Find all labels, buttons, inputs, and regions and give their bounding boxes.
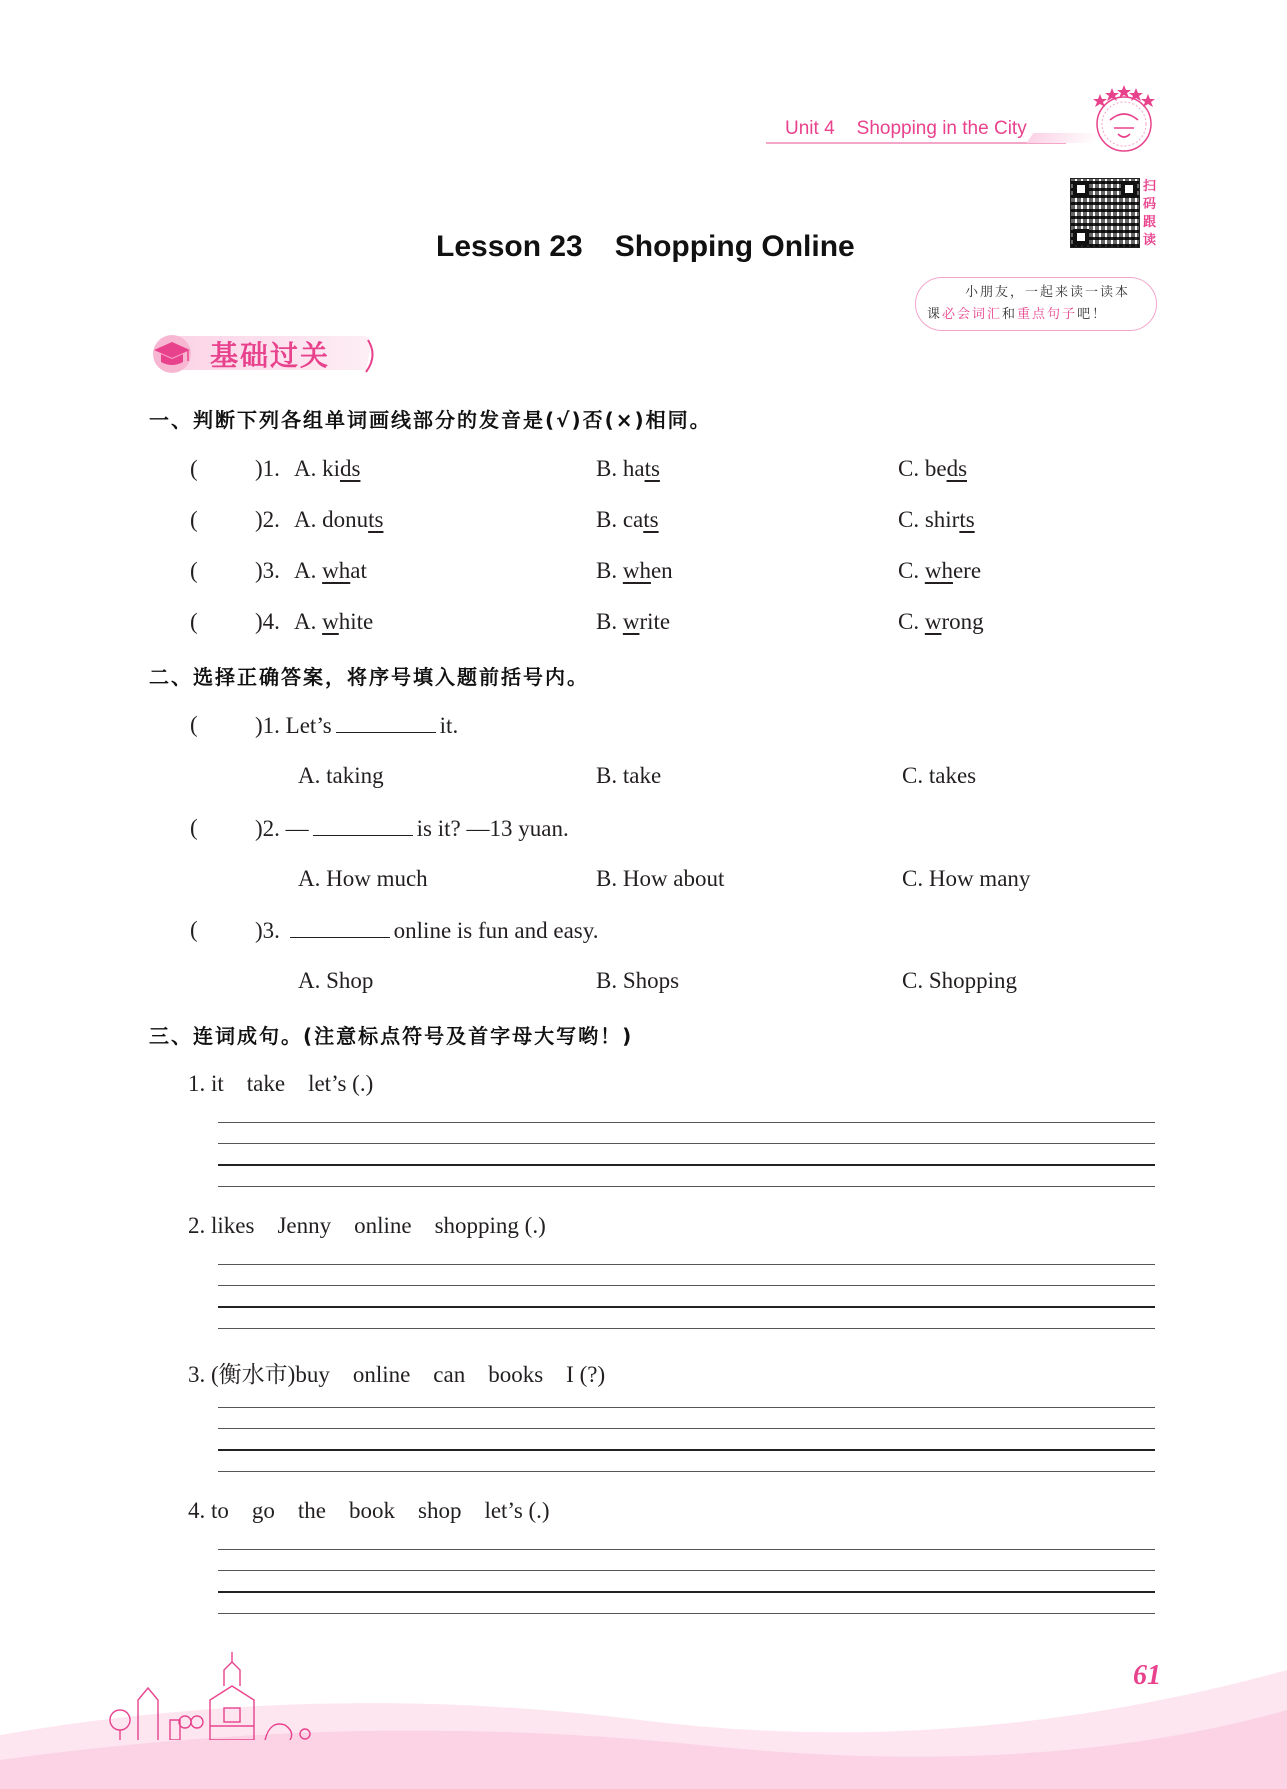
question-number: )1. [255, 713, 280, 738]
bubble-highlight-vocab: 必会词汇 [942, 307, 1003, 322]
option-text: rong [941, 609, 984, 634]
question-number: )4. [255, 609, 280, 634]
option-text: at [350, 558, 367, 583]
option-c [898, 558, 981, 584]
writing-line[interactable] [218, 1407, 1155, 1408]
answer-paren[interactable]: ( [190, 609, 198, 634]
underlined-part: ds [946, 456, 968, 481]
underlined-part: w [322, 609, 339, 634]
option-b [596, 609, 670, 635]
scrambled-sentence: 4. to go the book shop let’s (.) [188, 1498, 550, 1523]
option-c [898, 456, 967, 482]
writing-line[interactable] [218, 1264, 1155, 1265]
option-text: B. [596, 609, 623, 634]
option-b: B. take [596, 763, 662, 788]
option-b [596, 507, 659, 533]
option-a [294, 558, 367, 584]
town-illustration-icon [100, 1650, 340, 1740]
question-number: )3. [255, 918, 280, 943]
option-c: C. How many [902, 866, 1031, 891]
scrambled-sentence: 3. (衡水市)buy online can books I (?) [188, 1362, 606, 1387]
stem-pre: Let’s [285, 713, 332, 738]
qr-label: 扫码跟读 [1143, 179, 1157, 248]
underlined-part: ts [644, 456, 660, 481]
option-a: A. taking [298, 763, 384, 788]
question-stem [255, 815, 569, 842]
option-text: A. [294, 558, 323, 583]
writing-line[interactable] [218, 1285, 1155, 1286]
writing-line[interactable] [218, 1428, 1155, 1429]
answer-paren[interactable]: ( [190, 712, 198, 737]
writing-line[interactable] [218, 1143, 1155, 1144]
question-stem [255, 917, 599, 944]
option-text: ere [952, 558, 982, 583]
option-text: B. ha [596, 456, 645, 481]
writing-line[interactable] [218, 1328, 1155, 1329]
option-text: hite [338, 609, 374, 634]
option-text: A. [294, 609, 323, 634]
stem-pre: — [285, 816, 309, 841]
underlined-part: ts [368, 507, 384, 532]
writing-line[interactable] [218, 1549, 1155, 1550]
option-text: C. [898, 558, 925, 583]
option-text: A. donu [294, 507, 369, 532]
option-a [294, 456, 360, 482]
stem-post: online is fun and easy. [393, 918, 599, 943]
writing-line[interactable] [218, 1471, 1155, 1472]
lesson-number: Lesson 23 [436, 230, 583, 263]
header-divider [766, 142, 1066, 144]
option-text: C. be [898, 456, 947, 481]
part3-heading: 三、连词成句。(注意标点符号及首字母大写哟！) [149, 1024, 634, 1048]
unit-title: Shopping in the City [856, 118, 1027, 139]
bubble-line-1: 小朋友，一起来读一读本 [965, 285, 1131, 300]
underlined-part: wh [924, 558, 953, 583]
lesson-name: Shopping Online [614, 230, 855, 263]
unit-header [785, 118, 1027, 140]
bubble-line-2 [927, 303, 1107, 322]
bubble-highlight-sentences: 重点句子 [1017, 307, 1078, 322]
option-text: C. [898, 609, 925, 634]
option-c [898, 609, 984, 635]
underlined-part: ts [643, 507, 659, 532]
underlined-part: ds [340, 456, 361, 481]
scrambled-sentence: 2. likes Jenny online shopping (.) [188, 1213, 546, 1238]
underlined-part: wh [622, 558, 651, 583]
option-c: C. Shopping [902, 968, 1018, 993]
answer-paren[interactable]: ( [190, 815, 198, 840]
brand-badge-icon [1088, 80, 1160, 156]
option-c [898, 507, 975, 533]
option-text: B. [596, 558, 623, 583]
writing-line[interactable] [218, 1449, 1155, 1451]
underlined-part: wh [322, 558, 351, 583]
bubble-text: 吧！ [1077, 307, 1108, 322]
option-text: en [650, 558, 673, 583]
answer-paren[interactable]: ( [190, 917, 198, 942]
question-stem [255, 712, 458, 739]
graduation-cap-icon [153, 335, 191, 373]
bubble-text: 课 [927, 307, 943, 322]
option-b: B. How about [596, 866, 725, 891]
option-b: B. Shops [596, 968, 680, 993]
option-b [596, 456, 660, 482]
part2-heading: 二、选择正确答案，将序号填入题前括号内。 [149, 665, 589, 689]
fill-blank[interactable] [336, 712, 436, 733]
writing-line[interactable] [218, 1164, 1155, 1166]
page-title [436, 230, 855, 264]
option-text: C. shir [898, 507, 960, 532]
option-text: B. ca [596, 507, 644, 532]
option-a [294, 507, 383, 533]
question-number: )2. [255, 507, 280, 532]
option-a: A. Shop [298, 968, 374, 993]
underlined-part: ts [959, 507, 975, 532]
writing-line[interactable] [218, 1122, 1155, 1123]
question-number: )2. [255, 816, 280, 841]
page-number: 61 [1133, 1660, 1161, 1691]
option-a [294, 609, 373, 635]
question-number: )3. [255, 558, 280, 583]
part1-heading: 一、判断下列各组单词画线部分的发音是(√)否(×)相同。 [149, 408, 712, 432]
answer-paren[interactable]: ( [190, 507, 198, 532]
stem-post: it. [439, 713, 459, 738]
option-b [596, 558, 673, 584]
answer-paren[interactable]: ( [190, 456, 198, 481]
qr-code[interactable] [1070, 178, 1140, 248]
writing-line[interactable] [218, 1306, 1155, 1308]
answer-paren[interactable]: ( [190, 558, 198, 583]
bubble-text: 和 [1002, 307, 1018, 322]
question-number: )1. [255, 456, 280, 481]
scrambled-sentence: 1. it take let’s (.) [188, 1071, 374, 1096]
section-title: 基础过关 [210, 339, 331, 372]
option-a: A. How much [298, 866, 428, 891]
underlined-part: w [924, 609, 942, 634]
option-text: rite [639, 609, 671, 634]
fill-blank[interactable] [313, 815, 413, 836]
option-text: A. ki [294, 456, 340, 481]
fill-blank[interactable] [290, 917, 390, 938]
unit-number: Unit 4 [785, 118, 835, 139]
writing-line[interactable] [218, 1186, 1155, 1187]
underlined-part: w [622, 609, 640, 634]
option-c: C. takes [902, 763, 977, 788]
stem-post: is it? —13 yuan. [416, 816, 569, 841]
